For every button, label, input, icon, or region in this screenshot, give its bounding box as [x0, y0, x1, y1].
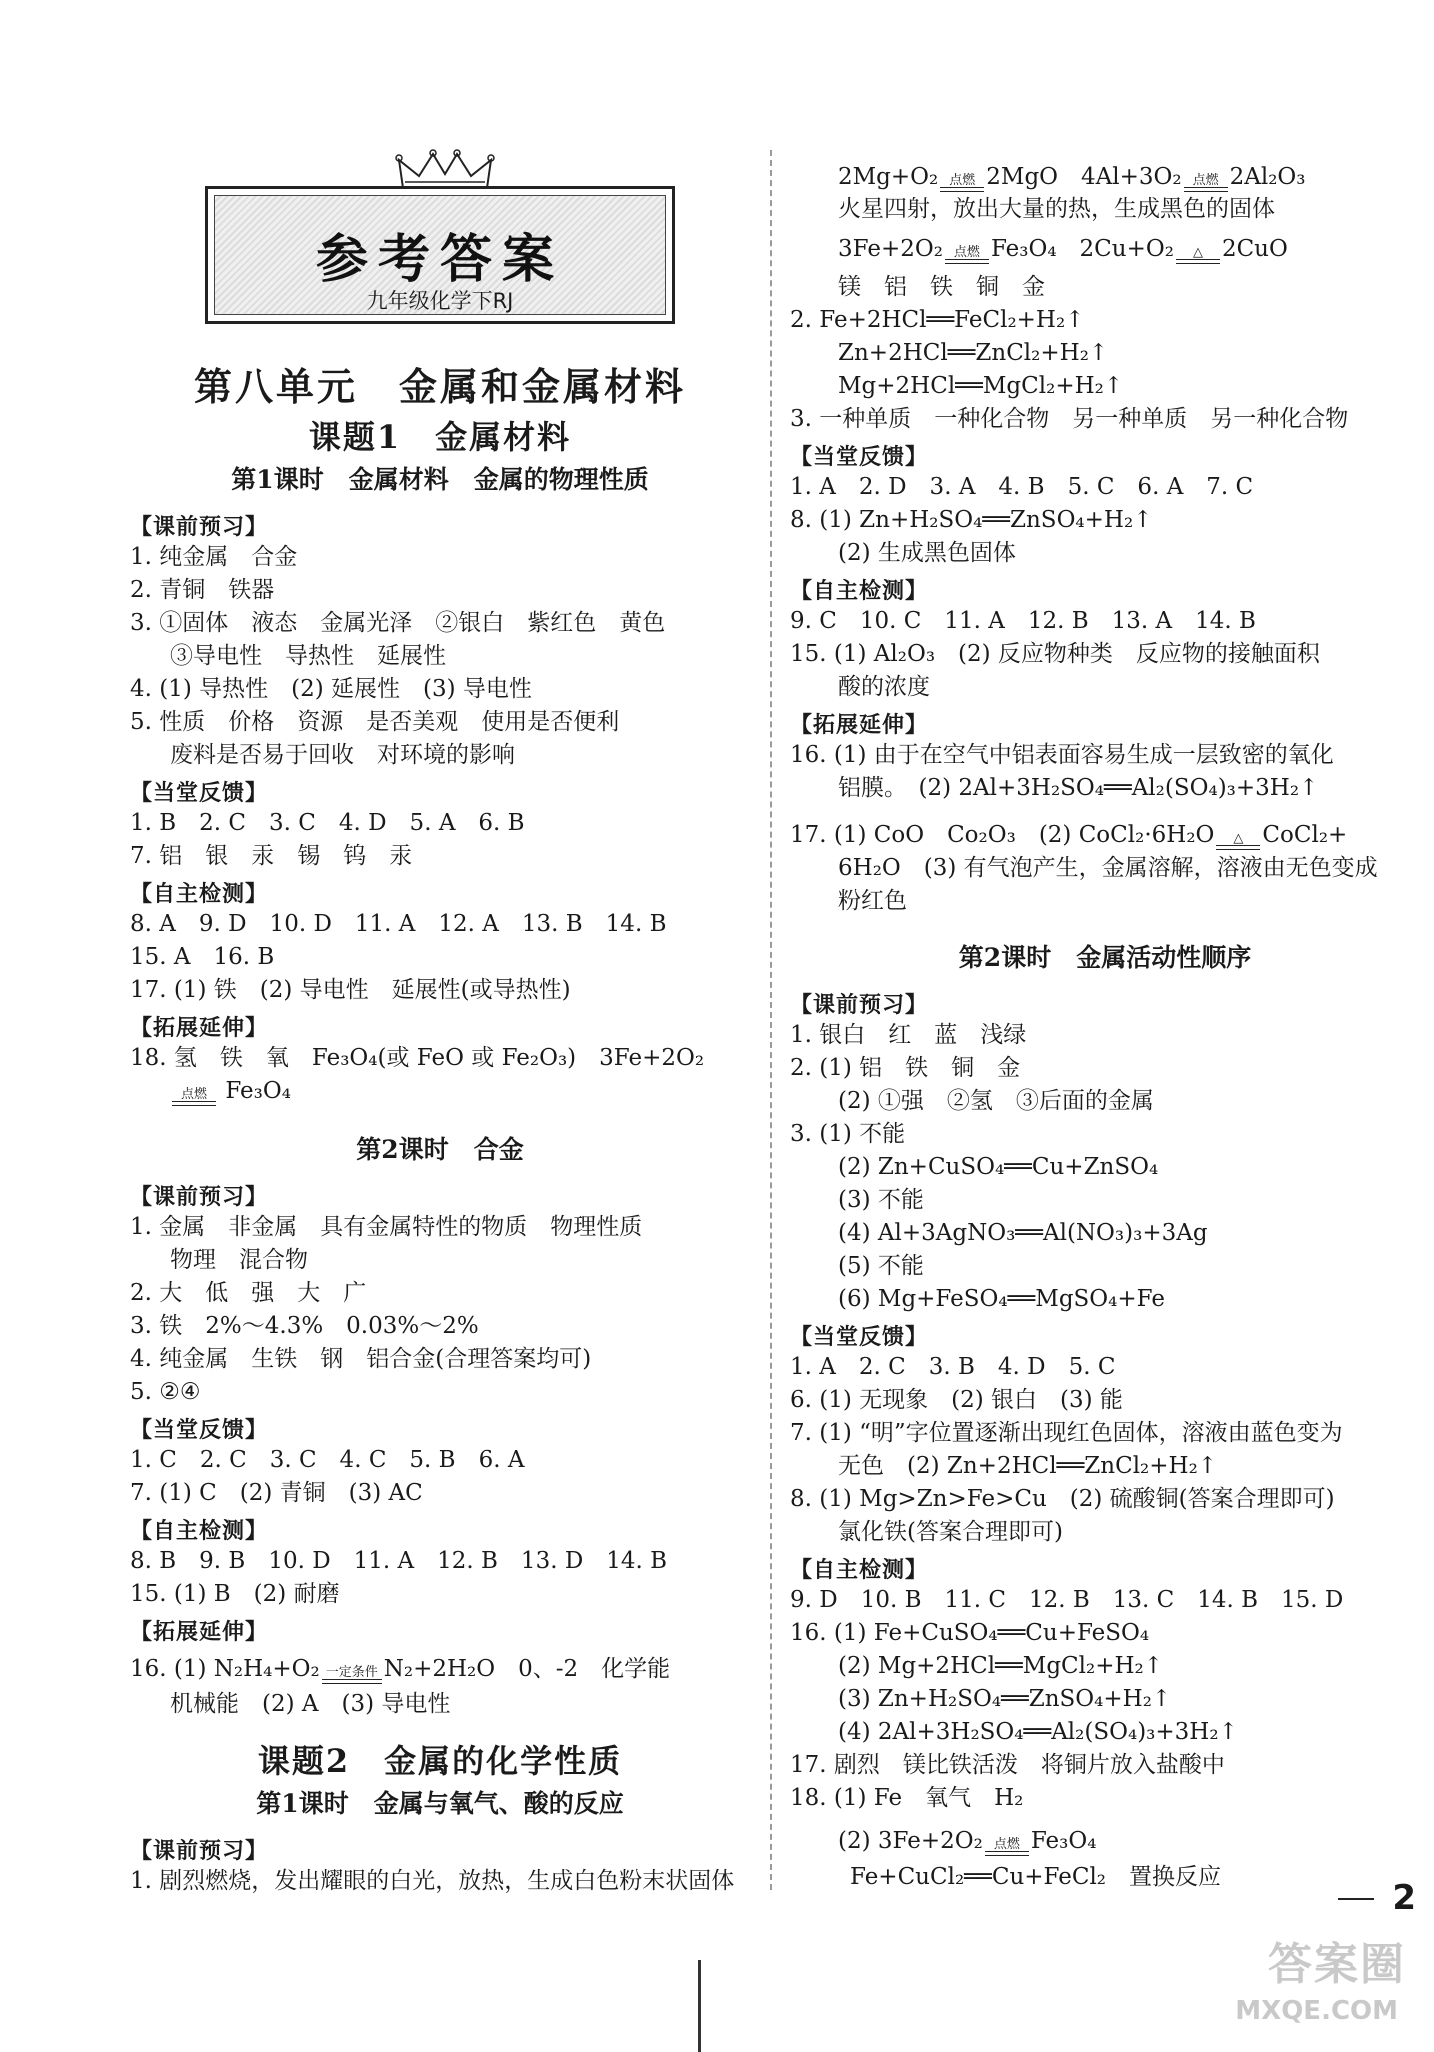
- watermark-logo: 答案圈: [1268, 1939, 1406, 1990]
- answer-line: 8. (1) Mg>Zn>Fe>Cu (2) 硫酸铜(答案合理即可): [790, 1486, 1335, 1512]
- answer-line: ③导电性 导热性 延展性: [170, 643, 446, 669]
- answer-line: 7. (1) “明”字位置逐渐出现红色固体，溶液由蓝色变为: [790, 1420, 1343, 1446]
- lesson2-title: 第2课时 合金: [356, 1135, 524, 1164]
- answer-line: (4) 2Al+3H₂SO₄══Al₂(SO₄)₃+3H₂↑: [838, 1719, 1238, 1745]
- answer-line: 8. B 9. B 10. D 11. A 12. B 13. D 14. B: [130, 1548, 668, 1574]
- answer-line: (2) Mg+2HCl══MgCl₂+H₂↑: [838, 1653, 1164, 1679]
- answer-line: 3. ①固体 液态 金属光泽 ②银白 紫红色 黄色: [130, 610, 666, 636]
- page-number-dash: [1338, 1898, 1374, 1900]
- answer-line: 2. 大 低 强 大 广: [130, 1280, 367, 1306]
- answer-line: Mg+2HCl══MgCl₂+H₂↑: [838, 373, 1124, 399]
- answer-line: (2) ①强 ②氢 ③后面的金属: [838, 1088, 1154, 1114]
- watermark-url: MXQE.COM: [1235, 1996, 1398, 2026]
- answer-line: 1. 剧烈燃烧，发出耀眼的白光，放热，生成白色粉末状固体: [130, 1868, 735, 1894]
- answer-line: 5. 性质 价格 资源 是否美观 使用是否便利: [130, 709, 620, 735]
- section-feedback: 【当堂反馈】: [790, 1324, 929, 1350]
- answer-line: 18. (1) Fe 氧气 H₂: [790, 1785, 1024, 1811]
- equation-line: 16. (1) N₂H₄+O₂ 一定条件 N₂+2H₂O 0、-2 化学能: [130, 1656, 671, 1682]
- answer-line: 15. (1) Al₂O₃ (2) 反应物种类 反应物的接触面积: [790, 641, 1320, 667]
- page-number: 2: [1392, 1878, 1416, 1918]
- answer-line: 6H₂O (3) 有气泡产生，金属溶解，溶液由无色变成: [838, 855, 1378, 881]
- answer-line: Zn+2HCl══ZnCl₂+H₂↑: [838, 340, 1109, 366]
- column-divider: [770, 150, 773, 1890]
- answer-line: 2. Fe+2HCl══FeCl₂+H₂↑: [790, 307, 1085, 333]
- answer-line: 5. ②④: [130, 1379, 201, 1405]
- answer-line: 15. A 16. B: [130, 944, 275, 970]
- section-self-check: 【自主检测】: [790, 1557, 929, 1583]
- answer-line: 粉红色: [838, 888, 907, 914]
- equation-line: 3Fe+2O₂ 点燃 Fe₃O₄ 2Cu+O₂ △ 2CuO: [838, 236, 1288, 262]
- answer-line: 镁 铝 铁 铜 金: [838, 274, 1045, 300]
- reaction-condition: 点燃: [170, 1088, 218, 1106]
- answer-line: 3. 一种单质 一种化合物 另一种单质 另一种化合物: [790, 406, 1349, 432]
- answer-line: 1. 纯金属 合金: [130, 544, 298, 570]
- answer-line: 9. D 10. B 11. C 12. B 13. C 14. B 15. D: [790, 1587, 1344, 1613]
- unit-title: 第八单元 金属和金属材料: [193, 364, 686, 409]
- banner-subtitle: 九年级化学下RJ: [366, 289, 514, 313]
- banner-title: 参考答案: [315, 230, 564, 290]
- answer-line: 9. C 10. C 11. A 12. B 13. A 14. B: [790, 608, 1256, 634]
- section-preview: 【课前预习】: [130, 1838, 269, 1864]
- reaction-condition: △: [1214, 832, 1262, 850]
- reaction-condition: 点燃: [983, 1838, 1031, 1856]
- section-feedback: 【当堂反馈】: [130, 1417, 269, 1443]
- answer-line: Fe+CuCl₂══Cu+FeCl₂ 置换反应: [850, 1864, 1222, 1890]
- reaction-condition: 一定条件: [320, 1666, 384, 1684]
- answer-line: 4. 纯金属 生铁 钢 铝合金(合理答案均可): [130, 1346, 592, 1372]
- answer-line: 16. (1) 由于在空气中铝表面容易生成一层致密的氧化: [790, 742, 1334, 768]
- answer-line: 1. C 2. C 3. C 4. C 5. B 6. A: [130, 1447, 525, 1473]
- answer-line: (2) Zn+CuSO₄══Cu+ZnSO₄: [838, 1154, 1159, 1180]
- answer-line: (3) 不能: [838, 1187, 924, 1213]
- section-feedback: 【当堂反馈】: [130, 780, 269, 806]
- answer-line: 物理 混合物: [170, 1247, 308, 1273]
- answer-line: 1. A 2. C 3. B 4. D 5. C: [790, 1354, 1116, 1380]
- topic2-title: 课题2 金属的化学性质: [257, 1742, 623, 1780]
- answer-line: 铝膜。 (2) 2Al+3H₂SO₄══Al₂(SO₄)₃+3H₂↑: [838, 775, 1319, 801]
- answer-line: 7. (1) C (2) 青铜 (3) AC: [130, 1480, 423, 1506]
- topic1-title: 课题1 金属材料: [308, 418, 572, 456]
- answer-line: 废料是否易于回收 对环境的影响: [170, 742, 515, 768]
- answer-line: 17. (1) 铁 (2) 导电性 延展性(或导热性): [130, 977, 571, 1003]
- answer-line: 1. 金属 非金属 具有金属特性的物质 物理性质: [130, 1214, 643, 1240]
- answer-line: (3) Zn+H₂SO₄══ZnSO₄+H₂↑: [838, 1686, 1172, 1712]
- answer-line: 氯化铁(答案合理即可): [838, 1519, 1063, 1545]
- reaction-condition: 点燃: [938, 174, 986, 192]
- section-extension: 【拓展延伸】: [130, 1619, 269, 1645]
- section-preview: 【课前预习】: [790, 992, 929, 1018]
- answer-line: 4. (1) 导热性 (2) 延展性 (3) 导电性: [130, 676, 532, 702]
- answer-line: 2. (1) 铝 铁 铜 金: [790, 1055, 1021, 1081]
- answer-line: 8. (1) Zn+H₂SO₄══ZnSO₄+H₂↑: [790, 507, 1153, 533]
- section-self-check: 【自主检测】: [130, 881, 269, 907]
- answer-line: (5) 不能: [838, 1253, 924, 1279]
- answer-line: 1. B 2. C 3. C 4. D 5. A 6. B: [130, 810, 525, 836]
- section-feedback: 【当堂反馈】: [790, 444, 929, 470]
- answer-line: 3. 铁 2%～4.3% 0.03%～2%: [130, 1313, 479, 1339]
- section-extension: 【拓展延伸】: [130, 1015, 269, 1041]
- answer-line: 16. (1) Fe+CuSO₄══Cu+FeSO₄: [790, 1620, 1150, 1646]
- answer-line: 3. (1) 不能: [790, 1121, 906, 1147]
- answer-line: 17. 剧烈 镁比铁活泼 将铜片放入盐酸中: [790, 1752, 1225, 1778]
- equation-line: 2Mg+O₂ 点燃 2MgO 4Al+3O₂ 点燃 2Al₂O₃: [838, 164, 1306, 190]
- section-preview: 【课前预习】: [130, 1184, 269, 1210]
- answer-banner: [205, 186, 675, 324]
- answer-line: 7. 铝 银 汞 锡 钨 汞: [130, 843, 413, 869]
- lesson-title: 第2课时 金属活动性顺序: [958, 943, 1252, 972]
- lesson3-title: 第1课时 金属与氧气、酸的反应: [256, 1789, 624, 1818]
- section-self-check: 【自主检测】: [130, 1518, 269, 1544]
- answer-line: (2) 生成黑色固体: [838, 540, 1016, 566]
- equation-line: (2) 3Fe+2O₂ 点燃 Fe₃O₄: [838, 1828, 1097, 1854]
- lesson1-title: 第1课时 金属材料 金属的物理性质: [231, 465, 649, 494]
- answer-line: 机械能 (2) A (3) 导电性: [170, 1691, 451, 1717]
- answer-line: 15. (1) B (2) 耐磨: [130, 1581, 340, 1607]
- answer-line: 6. (1) 无现象 (2) 银白 (3) 能: [790, 1387, 1123, 1413]
- answer-line: 火星四射，放出大量的热，生成黑色的固体: [838, 196, 1275, 222]
- reaction-condition: 点燃: [943, 246, 991, 264]
- section-extension: 【拓展延伸】: [790, 712, 929, 738]
- section-preview: 【课前预习】: [130, 514, 269, 540]
- reaction-condition: 点燃: [1182, 174, 1230, 192]
- answer-line: 18. 氢 铁 氧 Fe₃O₄(或 FeO 或 Fe₂O₃) 3Fe+2O₂: [130, 1045, 705, 1071]
- answer-line: 1. A 2. D 3. A 4. B 5. C 6. A 7. C: [790, 474, 1254, 500]
- equation-line: 点燃 Fe₃O₄: [130, 1076, 291, 1106]
- answer-line: 8. A 9. D 10. D 11. A 12. A 13. B 14. B: [130, 911, 667, 937]
- scan-mark: [698, 1960, 701, 2052]
- answer-line: (4) Al+3AgNO₃══Al(NO₃)₃+3Ag: [838, 1220, 1208, 1246]
- answer-line: 酸的浓度: [838, 674, 930, 700]
- answer-line: 无色 (2) Zn+2HCl══ZnCl₂+H₂↑: [838, 1453, 1218, 1479]
- section-self-check: 【自主检测】: [790, 578, 929, 604]
- answer-line: 1. 银白 红 蓝 浅绿: [790, 1022, 1027, 1048]
- equation-line: 17. (1) CoO Co₂O₃ (2) CoCl₂·6H₂O △ CoCl₂+: [790, 822, 1348, 848]
- reaction-condition: △: [1174, 246, 1222, 264]
- answer-line: (6) Mg+FeSO₄══MgSO₄+Fe: [838, 1286, 1165, 1312]
- answer-line: 2. 青铜 铁器: [130, 577, 275, 603]
